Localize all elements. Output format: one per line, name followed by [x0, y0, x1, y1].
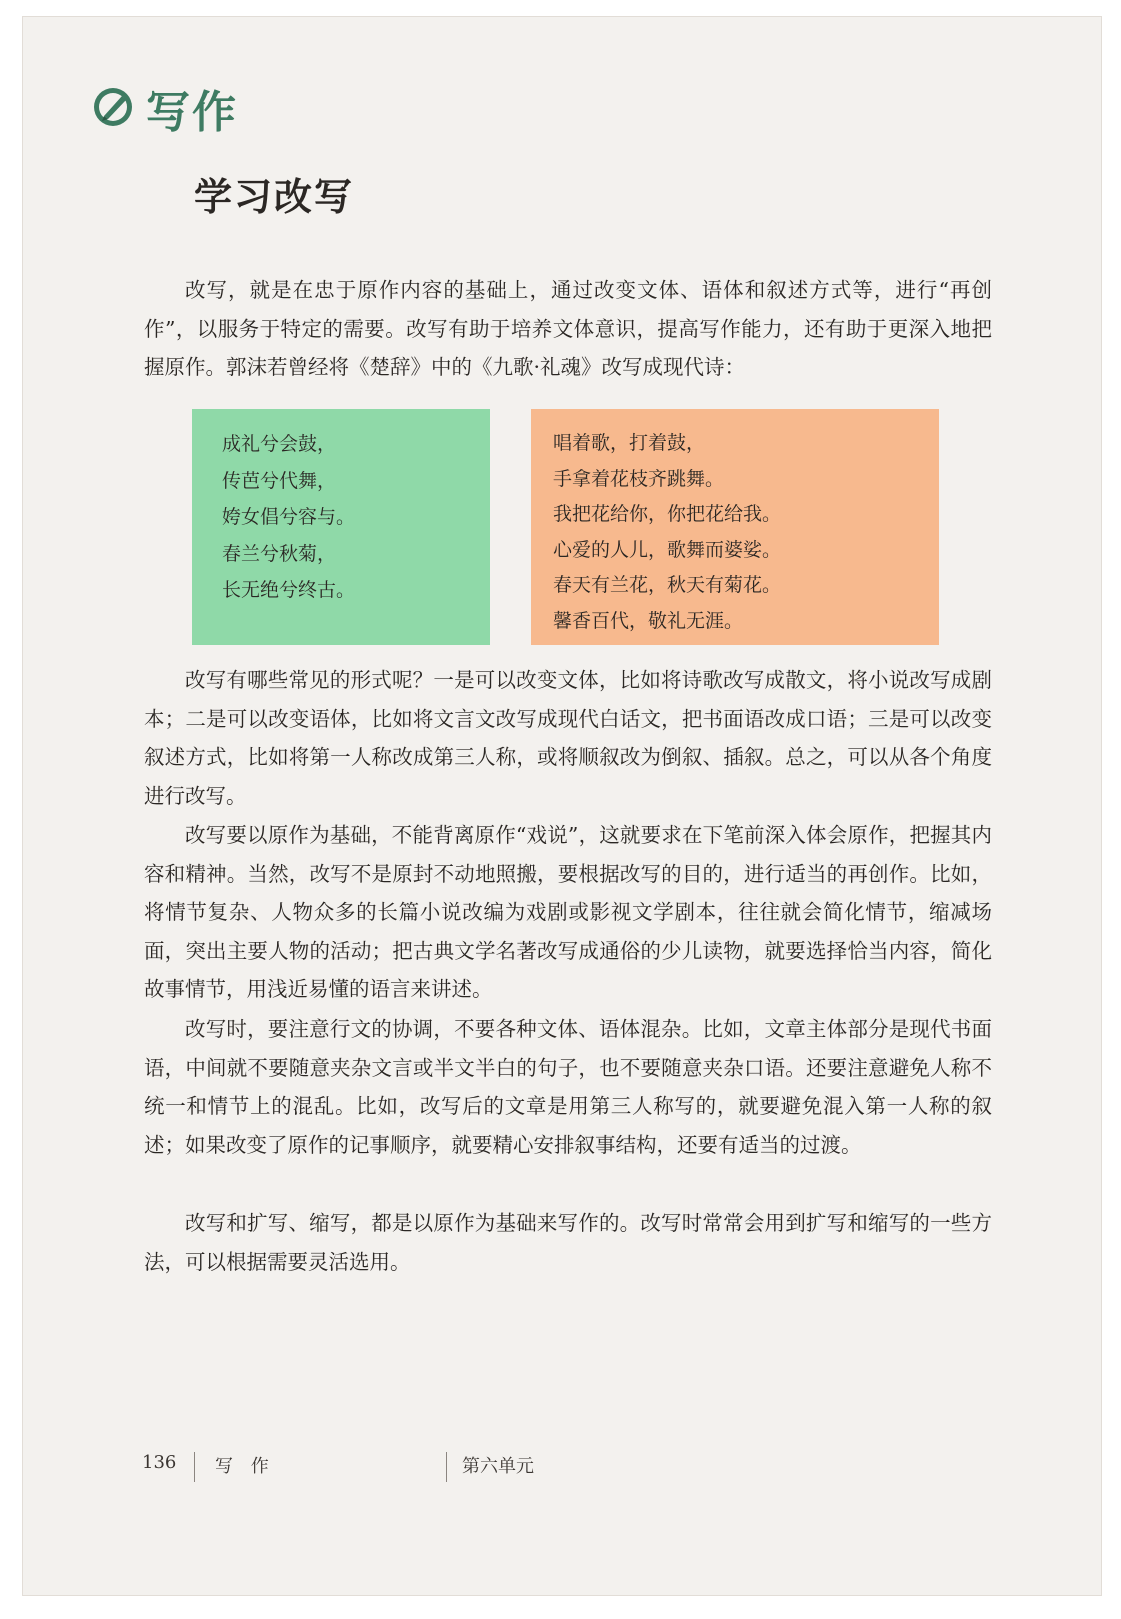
poem-line: 手拿着花枝齐跳舞。	[553, 467, 725, 490]
modern-poem-box	[531, 409, 939, 645]
paragraph-coherence: 改写时，要注意行文的协调，不要各种文体、语体混杂。比如，文章主体部分是现代书面语，中间就不要随意夹杂文言或半文半白的句子，也不要随意夹杂口语。还要注意避免人称不统一和情节上的混乱。比如，改写后的文章是用第三人称写的，就要避免混入第一人称的叙述；如果改变了原作的记事顺序，就要精心安排叙事结构，还要有适当的过渡。	[144, 1017, 992, 1157]
poem-line: 馨香百代，敬礼无涯。	[553, 609, 744, 632]
paragraph-summary: 改写和扩写、缩写，都是以原作为基础来写作的。改写时常常会用到扩写和缩写的一些方法，可以根据需要灵活选用。	[144, 1211, 992, 1274]
poem-line: 春天有兰花，秋天有菊花。	[553, 574, 782, 597]
paragraph-basis: 改写要以原作为基础，不能背离原作“戏说”，这就要求在下笔前深入体会原作，把握其内容和精神。当然，改写不是原封不动地照搬，要根据改写的目的，进行适当的再创作。比如，将情节复杂、人物众多的长篇小说改编为戏剧或影视文学剧本，往往就会简化情节，缩减场面，突出主要人物的活动；把古典文学名著改写成通俗的少儿读物，就要选择恰当内容，简化故事情节，用浅近易懂的语言来讲述。	[144, 823, 992, 1001]
footer-section: 写 作	[215, 1456, 275, 1477]
poem-line: 成礼兮会鼓，	[222, 433, 337, 455]
original-poem-box	[192, 409, 490, 645]
textbook-page	[22, 16, 1102, 1596]
poem-line: 唱着歌，打着鼓，	[553, 432, 706, 454]
paragraph-intro: 改写，就是在忠于原作内容的基础上，通过改变文体、语体和叙述方式等，进行“再创作”，以服务于特定的需要。改写有助于培养文体意识，提高写作能力，还有助于更深入地把握原作。郭沫若曾经将《楚辞》中的《九歌·礼魂》改写成现代诗：	[144, 278, 992, 379]
poem-line: 春兰兮秋菊，	[222, 542, 337, 565]
poem-line: 我把花给你，你把花给我。	[553, 503, 782, 526]
section-label: 写作	[146, 87, 238, 138]
poem-line: 长无绝兮终古。	[222, 579, 356, 601]
footer-divider	[194, 1452, 195, 1482]
pen-nib-icon	[92, 86, 134, 128]
poem-line: 传芭兮代舞，	[222, 469, 337, 492]
paragraph-forms: 改写有哪些常见的形式呢？一是可以改变文体，比如将诗歌改写成散文，将小说改写成剧本；二是可以改变语体，比如将文言文改写成现代白话文，把书面语改成口语；三是可以改变叙述方式，比如将第一人称改成第三人称，或将顺叙改为倒叙、插叙。总之，可以从各个角度进行改写。	[144, 668, 992, 808]
poem-line: 姱女倡兮容与。	[222, 506, 356, 528]
lesson-title: 学习改写	[194, 175, 355, 219]
page-number: 136	[142, 1452, 177, 1473]
poem-line: 心爱的人儿，歌舞而婆娑。	[553, 538, 782, 561]
footer-divider	[446, 1452, 447, 1482]
footer-unit: 第六单元	[462, 1456, 534, 1477]
